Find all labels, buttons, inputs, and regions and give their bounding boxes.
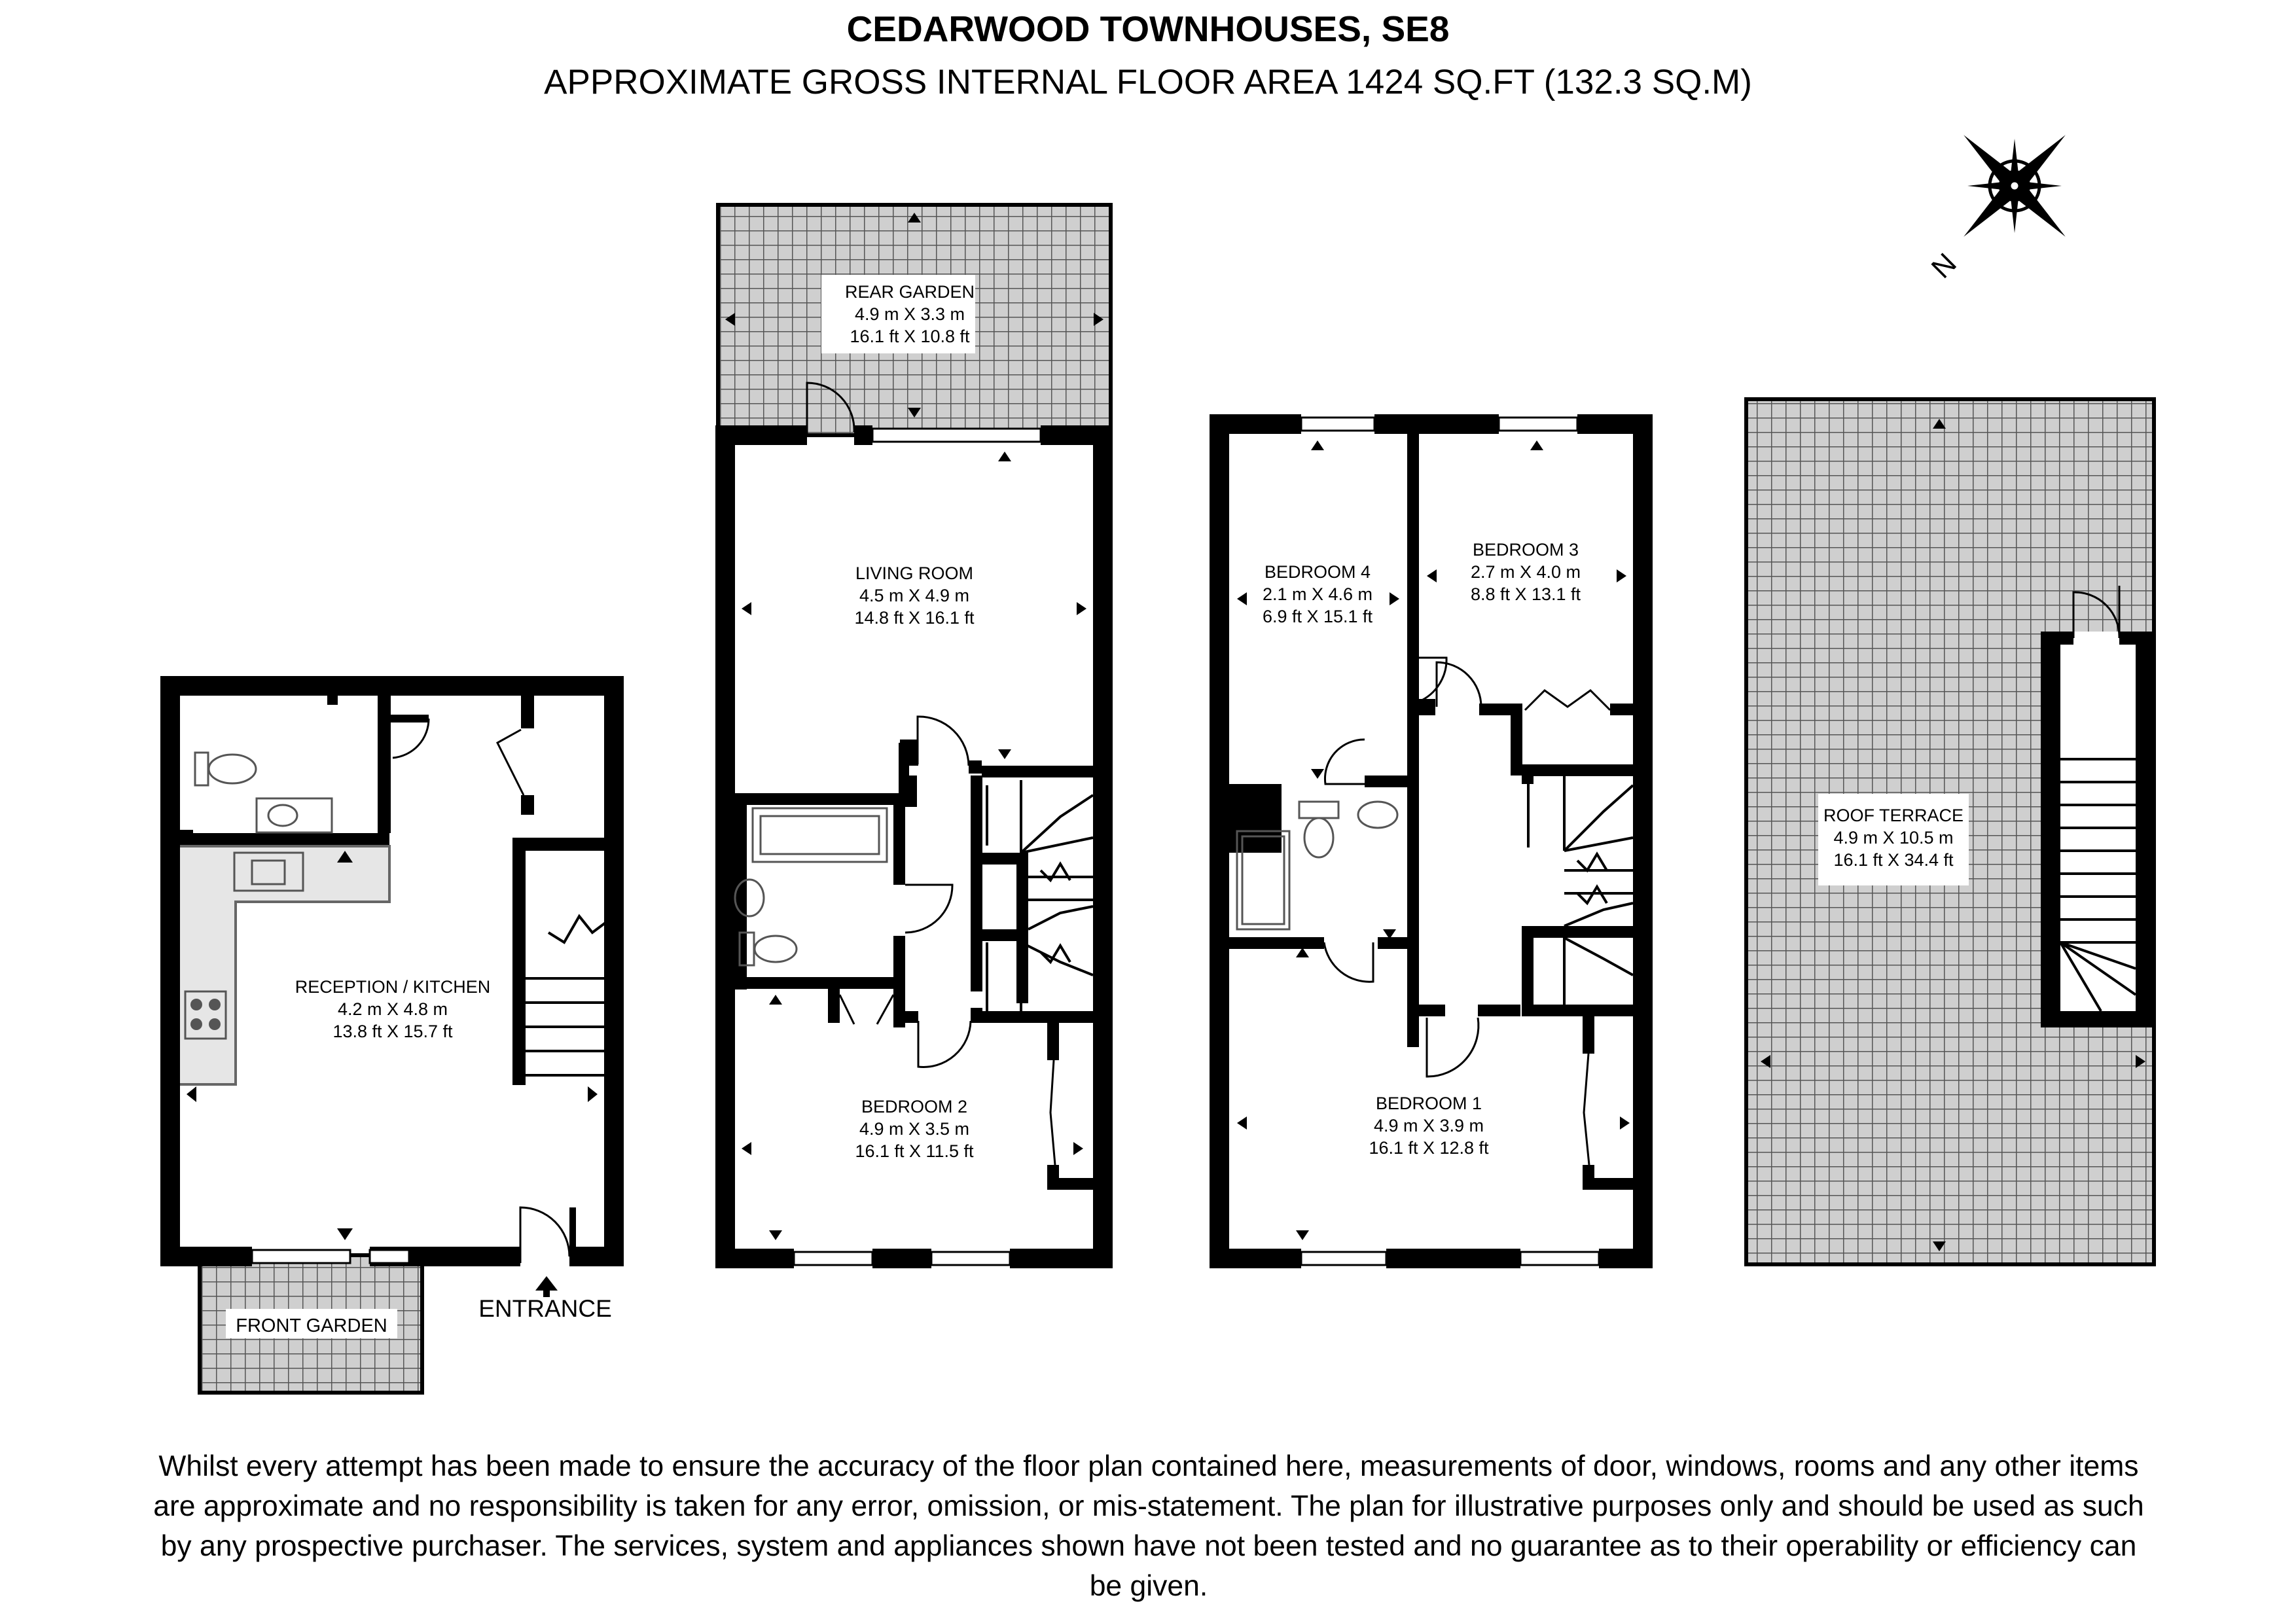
room-imperial-size: 8.8 ft X 13.1 ft xyxy=(1470,584,1581,604)
floor-area-subtitle: APPROXIMATE GROSS INTERNAL FLOOR AREA 1424 SQ.FT (132.3 SQ.M) xyxy=(544,63,1752,101)
room-label-bedroom-2 xyxy=(855,1097,974,1161)
room-name: REAR GARDEN xyxy=(844,282,975,302)
room-imperial-size: 16.1 ft X 11.5 ft xyxy=(855,1141,974,1161)
room-label-bedroom-3 xyxy=(1471,540,1581,604)
disclaimer-text: Whilst every attempt has been made to ensure the accuracy of the floor plan contained here, measurements of door, windows, rooms and any other items are approximate and no responsibility is taken for any error, omission, or mis-statement. The plan for illustrative purposes only and should be used as such by any prospective purchaser. The services, system and appliances shown have not been tested and no guarantee as to their operability or efficiency can be given. xyxy=(153,1450,2144,1602)
room-metric-size: 2.7 m X 4.0 m xyxy=(1470,562,1581,582)
room-name: BEDROOM 4 xyxy=(1264,562,1371,582)
plan-title: CEDARWOOD TOWNHOUSES, SE8 xyxy=(846,9,1450,49)
entrance-label: ENTRANCE xyxy=(478,1295,612,1322)
room-metric-size: 4.9 m X 3.3 m xyxy=(854,304,965,324)
room-name: BEDROOM 1 xyxy=(1375,1094,1482,1113)
room-label-living-room xyxy=(854,563,975,628)
compass-rose-icon xyxy=(1957,128,2072,243)
room-imperial-size: 6.9 ft X 15.1 ft xyxy=(1262,607,1373,626)
room-name: LIVING ROOM xyxy=(855,563,974,583)
room-imperial-size: 14.8 ft X 16.1 ft xyxy=(854,608,975,628)
room-name: BEDROOM 2 xyxy=(861,1097,968,1116)
room-imperial-size: 16.1 ft X 34.4 ft xyxy=(1833,850,1954,870)
room-name: BEDROOM 3 xyxy=(1472,540,1579,560)
room-metric-size: 2.1 m X 4.6 m xyxy=(1262,584,1373,604)
room-label-front-garden xyxy=(226,1309,397,1338)
room-label-reception-kitchen xyxy=(295,977,491,1041)
room-metric-size: 4.9 m X 10.5 m xyxy=(1833,828,1954,847)
room-label-bedroom-4 xyxy=(1263,562,1373,626)
room-imperial-size: 13.8 ft X 15.7 ft xyxy=(332,1022,453,1041)
room-metric-size: 4.9 m X 3.5 m xyxy=(859,1119,970,1139)
room-imperial-size: 16.1 ft X 10.8 ft xyxy=(850,327,970,346)
room-metric-size: 4.5 m X 4.9 m xyxy=(859,586,970,605)
room-label-roof-terrace xyxy=(1823,806,1964,870)
room-name: RECEPTION / KITCHEN xyxy=(295,977,491,997)
room-label-bedroom-1 xyxy=(1369,1094,1489,1158)
room-metric-size: 4.2 m X 4.8 m xyxy=(337,999,448,1019)
room-name: FRONT GARDEN xyxy=(236,1315,387,1336)
room-imperial-size: 16.1 ft X 12.8 ft xyxy=(1369,1138,1489,1158)
room-metric-size: 4.9 m X 3.9 m xyxy=(1373,1116,1484,1135)
compass-north-label: N xyxy=(1925,247,1963,285)
room-label-rear-garden xyxy=(845,282,975,346)
room-name: ROOF TERRACE xyxy=(1823,806,1964,825)
